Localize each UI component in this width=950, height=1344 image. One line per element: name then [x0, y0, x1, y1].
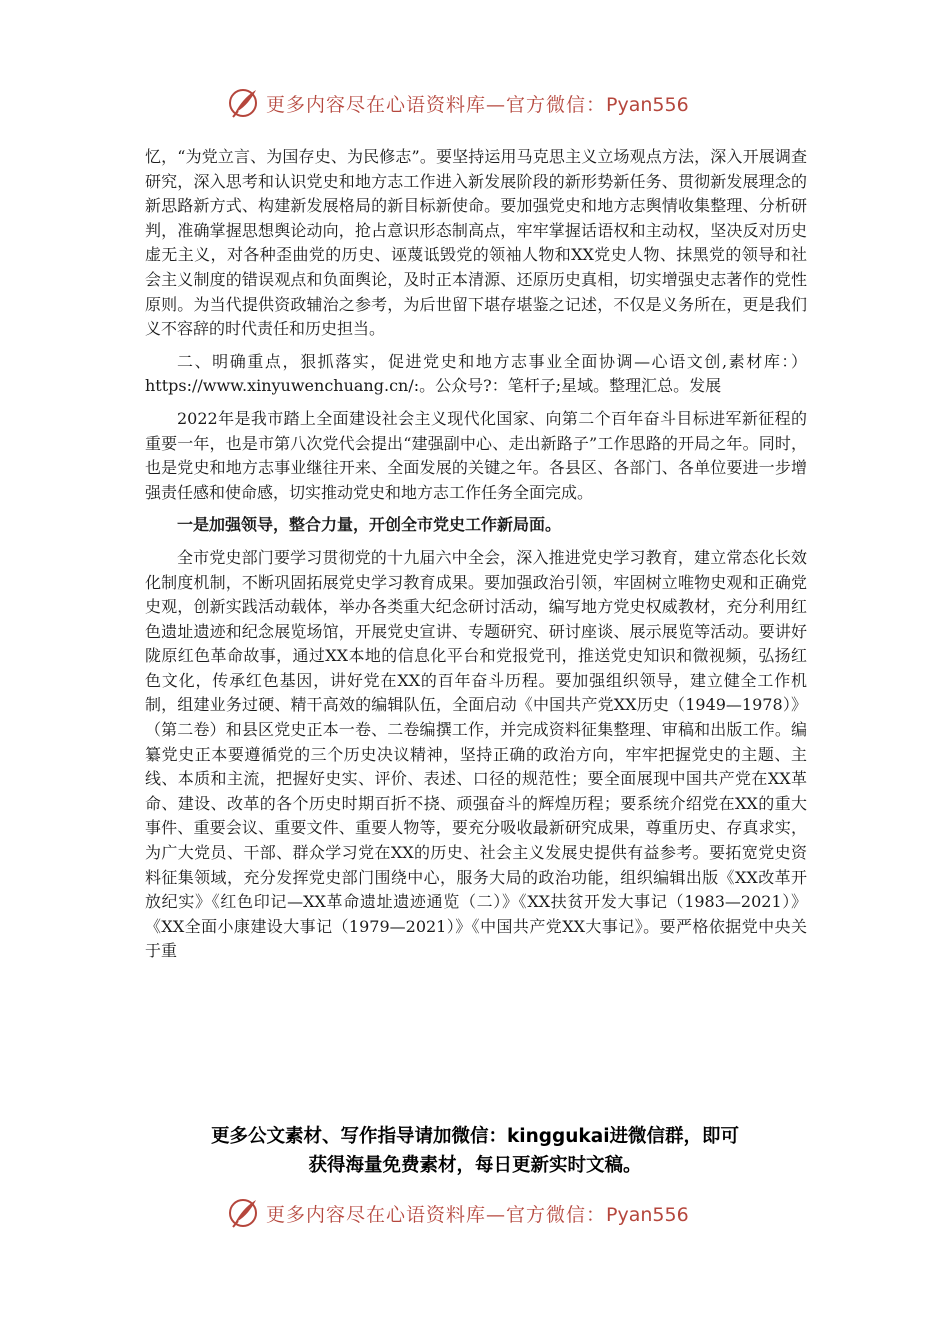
paragraph-continuation: 忆，“为党立言、为国存史、为民修志”。要坚持运用马克思主义立场观点方法，深入开展调查研究，深入思考和认识党史和地方志工作进入新发展阶段的新形势新任务、贯彻新发展理念的新思路新方式、构建新发展格局的新目标新使命。要加强党史和地方志舆情收集整理、分析研判，准确掌握思想舆论动向，抢占意识形态制高点，牢牢掌握话语权和主动权，坚决反对历史虚无主义，对各种歪曲党的历史、诬蔑诋毁党的领袖人物和XX党史人物、抹黑党的领导和社会主义制度的错误观点和负面舆论，及时正本清源、还原历史真相，切实增强史志著作的党性原则。为当代提供资政辅治之参考，为后世留下堪存堪鉴之记述，不仅是义务所在，更是我们义不容辞的时代责任和历史担当。 [145, 147, 807, 339]
paragraph: 2022年是我市踏上全面建设社会主义现代化国家、向第二个百年奋斗目标进军新征程的重要一年，也是市第八次党代会提出“建强副中心、走出新路子”工作思路的开局之年。同时，也是党史和地方志事业继往开来、全面发展的关键之年。各县区、各部门、各单位要进一步增强责任感和使命感，切实推动党史和地方志工作任务全面完成。 [145, 408, 807, 502]
header-banner [226, 86, 689, 120]
footer-wechat-id: Pyan556 [606, 1203, 689, 1226]
quill-logo-icon [226, 86, 260, 120]
footer-banner-text: 更多内容尽在心语资料库—官方微信：Pyan556 [266, 1203, 689, 1226]
quill-logo-icon [226, 1196, 260, 1230]
subsection-heading: 一是加强领导，整合力量，开创全市党史工作新局面。 [177, 515, 562, 535]
header-banner-text: 更多内容尽在心语资料库—官方微信：Pyan556 [266, 93, 689, 116]
promo-line-1: 更多公文素材、写作指导请加微信：kinggukai进微信群，即可 [210, 1126, 740, 1147]
promo-line-2: 获得海量免费素材，每日更新实时文稿。 [308, 1155, 642, 1176]
section-heading: 二、明确重点，狠抓落实，促进党史和地方志事业全面协调—心语文创,素材库：）https://www.xinyuwenchuang.cn/:。公众号?：笔杆子;星域。整理汇总。发展 [145, 351, 807, 396]
document-body [145, 145, 807, 972]
paragraph: 全市党史部门要学习贯彻党的十九届六中全会，深入推进党史学习教育，建立常态化长效化制度机制，不断巩固拓展党史学习教育成果。要加强政治引领，牢固树立唯物史观和正确党史观，创新实践活动载体，举办各类重大纪念研讨活动，编写地方党史权威教材，充分利用红色遗址遗迹和纪念展览场馆，开展党史宣讲、专题研究、研讨座谈、展示展览等活动。要讲好陇原红色革命故事，通过XX本地的信息化平台和党报党刊，推送党史知识和微视频，弘扬红色文化，传承红色基因，讲好党在XX的百年奋斗历程。要加强组织领导，建立健全工作机制，组建业务过硬、精干高效的编辑队伍，全面启动《中国共产党XX历史（1949—1978）》（第二卷）和县区党史正本一卷、二卷编撰工作，并完成资料征集整理、审稿和出版工作。编纂党史正本要遵循党的三个历史决议精神，坚持正确的政治方向，牢牢把握党史的主题、主线、本质和主流，把握好史实、评价、表述、口径的规范性；要全面展现中国共产党在XX革命、建设、改革的各个历史时期百折不挠、顽强奋斗的辉煌历程；要系统介绍党在XX的重大事件、重要会议、重要文件、重要人物等，要充分吸收最新研究成果，尊重历史、存真求实，为广大党员、干部、群众学习党在XX的历史、社会主义发展史提供有益参考。要拓宽党史资料征集领域，充分发挥党史部门围绕中心，服务大局的政治功能，组织编辑出版《XX改革开放纪实》《红色印记—XX革命遗址遗迹通览（二）》《XX扶贫开发大事记（1983—2021）》《XX全面小康建设大事记（1979—2021）》《中国共产党XX大事记》。要严格依据党中央关于重 [145, 547, 807, 961]
footer-banner [226, 1196, 689, 1230]
promo-notice [130, 1122, 820, 1180]
header-wechat-id: Pyan556 [606, 93, 689, 116]
